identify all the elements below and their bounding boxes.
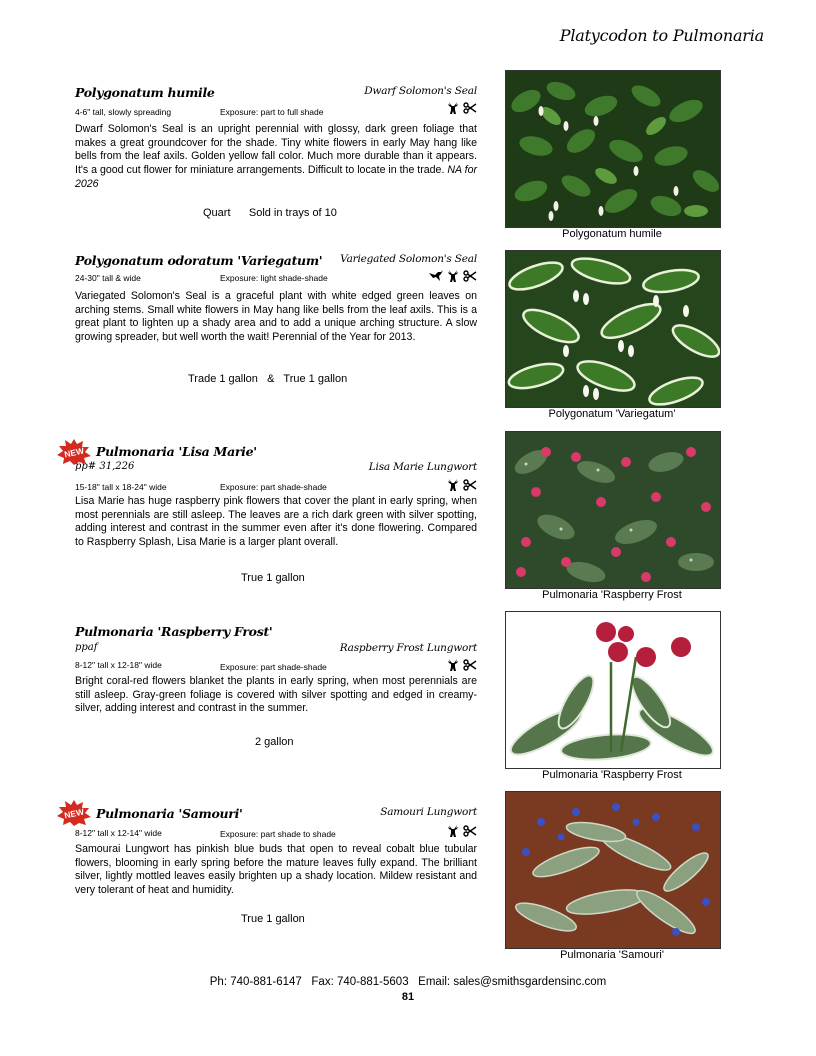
- availability: 2 gallon: [255, 736, 294, 748]
- plant-photo-pulmonaria-raspberry-frost: [505, 611, 721, 769]
- plant-description: [75, 123, 477, 192]
- deer-resistant-icon: [446, 658, 460, 672]
- photo-caption: Polygonatum humile: [562, 228, 662, 240]
- deer-resistant-icon: [446, 101, 460, 115]
- plant-size: 8-12" tall x 12-14" wide: [75, 828, 162, 838]
- plant-size: 15-18" tall x 18-24" wide: [75, 482, 167, 492]
- deer-resistant-icon: [446, 478, 460, 492]
- photo-caption: Polygonatum 'Variegatum': [548, 408, 676, 420]
- plant-description: Bright coral-red flowers blanket the plants in early spring, when most perennials are still asleep. Gray-green foliage is covered with silver spotting and edged in creamy-silver, adding interest and contrast in the summer.: [75, 675, 477, 715]
- availability: [203, 207, 337, 219]
- availability: True 1 gallon: [241, 913, 305, 925]
- plant-entry: [75, 85, 477, 235]
- availability-note: NA for 2026: [75, 164, 477, 190]
- plant-entry: [75, 444, 477, 592]
- cut-flower-icon: [463, 101, 477, 115]
- plant-name: Pulmonaria 'Samouri': [96, 806, 243, 821]
- plant-name: Pulmonaria 'Lisa Marie': [96, 444, 257, 459]
- patent-number: pp# 31,226: [75, 461, 135, 472]
- common-name: Samouri Lungwort: [380, 806, 477, 818]
- description-text: Dwarf Solomon's Seal is an upright perennial with glossy, dark green foliage that makes a great groundcover for the shade. Tiny white flowers in early May hang like bells from the leaf axils. Golden yellow fall color. Much more durable than it appears. It's a good cut flower for miniature arrangements. Difficult to locate in the trade.: [75, 123, 477, 177]
- icon-row: [446, 658, 477, 672]
- common-name: Dwarf Solomon's Seal: [364, 85, 477, 97]
- plant-name: Polygonatum odoratum 'Variegatum': [75, 253, 323, 268]
- plant-name: Pulmonaria 'Raspberry Frost': [75, 624, 273, 639]
- plant-photo-pulmonaria-lisa-marie: [505, 431, 721, 589]
- plant-exposure: Exposure: part shade-shade: [220, 662, 327, 672]
- plant-exposure: Exposure: part shade to shade: [220, 829, 336, 839]
- photo-caption: Pulmonaria 'Raspberry Frost: [542, 589, 682, 601]
- hummingbird-icon: [429, 269, 443, 283]
- deer-resistant-icon: [446, 824, 460, 838]
- plant-name: Polygonatum humile: [75, 85, 215, 100]
- plant-entry: [75, 253, 477, 393]
- deer-resistant-icon: [446, 269, 460, 283]
- plant-entry: [75, 806, 477, 936]
- plant-description: Samourai Lungwort has pinkish blue buds that open to reveal cobalt blue tubular flowers, blooming in early spring before the mature leaves fully expand. The brilliant silver, lightly mottled leaves easily brighten up a shady location. Mildew resistant and very tolerant of heat and humidity.: [75, 843, 477, 897]
- cut-flower-icon: [463, 269, 477, 283]
- footer-contact: Ph: 740-881-6147 Fax: 740-881-5603 Email: sales@smithsgardensinc.com: [209, 976, 607, 988]
- cut-flower-icon: [463, 824, 477, 838]
- cut-flower-icon: [463, 478, 477, 492]
- plant-entry: [75, 624, 477, 752]
- plant-description: Lisa Marie has huge raspberry pink flowers that cover the plant in early spring, when most perennials are still asleep. The leaves are a rich dark green with silver spotting, adding interest and contrast in the summer even after it's done flowering. Compared to Raspberry Splash, Lisa Marie is a larger plant overall.: [75, 495, 477, 549]
- photo-caption: Pulmonaria 'Samouri': [560, 949, 664, 961]
- availability-size: Quart: [203, 207, 231, 219]
- icon-row: [446, 101, 477, 115]
- icon-row: [446, 824, 477, 838]
- page-number: 81: [401, 991, 415, 1003]
- icon-row: [446, 478, 477, 492]
- plant-size: 8-12" tall x 12-18" wide: [75, 660, 162, 670]
- availability: Trade 1 gallon & True 1 gallon: [188, 373, 348, 385]
- cut-flower-icon: [463, 658, 477, 672]
- common-name: Lisa Marie Lungwort: [368, 461, 477, 473]
- plant-photo-pulmonaria-samouri: [505, 791, 721, 949]
- common-name: Variegated Solomon's Seal: [340, 253, 477, 265]
- photo-caption: Pulmonaria 'Raspberry Frost: [542, 769, 682, 781]
- plant-exposure: Exposure: part shade-shade: [220, 482, 327, 492]
- plant-size: 24-30" tall & wide: [75, 273, 141, 283]
- plant-description: Variegated Solomon's Seal is a graceful plant with white edged green leaves on arching stems. Small white flowers in May hang like bells from the leaf axils. This is a great plant to lighten up a shady area and to add a unique arching structure. A slow growing spreader, but well worth the wait! Perennial of the Year for 2013.: [75, 290, 477, 344]
- availability-packaging: Sold in trays of 10: [248, 207, 337, 219]
- patent-number: ppaf: [75, 642, 98, 653]
- availability: True 1 gallon: [241, 572, 305, 584]
- page-title: Platycodon to Pulmonaria: [559, 26, 764, 45]
- icon-row: [429, 269, 477, 283]
- common-name: Raspberry Frost Lungwort: [339, 642, 477, 654]
- plant-photo-polygonatum-variegatum: [505, 250, 721, 408]
- plant-exposure: Exposure: light shade-shade: [220, 273, 328, 283]
- plant-size: 4-6" tall, slowly spreading: [75, 107, 172, 117]
- plant-exposure: Exposure: part to full shade: [220, 107, 324, 117]
- plant-photo-polygonatum-humile: [505, 70, 721, 228]
